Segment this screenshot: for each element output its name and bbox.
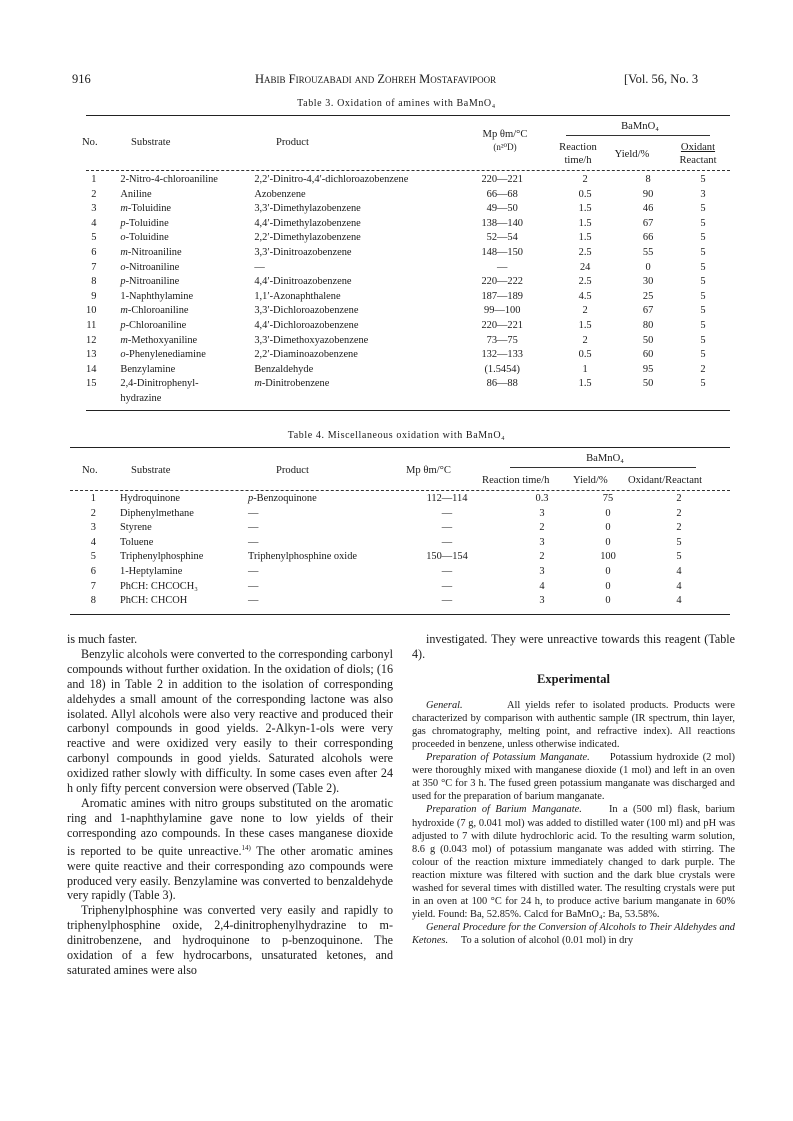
- table3-cell-ratio: [676, 392, 730, 407]
- table3-cell-yield: 46: [642, 203, 654, 215]
- table3-cell-no: [86, 392, 112, 407]
- table3-cell-substrate: m-Toluidine: [120, 203, 172, 215]
- table4-cell-yield: 100: [600, 551, 616, 563]
- table4-cell-ratio: 2: [676, 507, 682, 519]
- table3-cell-time: 2: [582, 334, 588, 346]
- table3-cell-ratio: 5: [700, 276, 706, 288]
- table4-cell-ratio: 2: [676, 493, 682, 504]
- table3-row: [86, 304, 730, 319]
- table4-cell-no: 5: [90, 551, 96, 563]
- table4-header-product: Product: [276, 465, 309, 476]
- table4-cell-mp: —: [441, 595, 453, 607]
- table4-cell-time: 2: [539, 551, 545, 563]
- table3-header-bamno4: BaMnO₄: [621, 121, 659, 132]
- table4-cell-substrate: Diphenylmethane: [120, 507, 194, 519]
- table3-cell-no: 9: [91, 290, 97, 302]
- table4-header-substrate: Substrate: [131, 465, 171, 476]
- table3-header-mp: Mp θm/°C: [482, 129, 528, 140]
- table3-cell-substrate: p-Toluidine: [120, 217, 169, 229]
- table4-cell-yield: 0: [605, 595, 611, 607]
- table4-cell-yield: 75: [602, 493, 614, 504]
- table3-cell-ratio: 5: [700, 319, 706, 331]
- table3-caption: Table 3. Oxidation of amines with BaMnO₄: [297, 98, 496, 109]
- table3-cell-mp: 99—100: [484, 305, 521, 317]
- table4-header-ratio: Oxidant/Reactant: [628, 475, 703, 486]
- table3-cell-mp: —: [497, 261, 508, 273]
- table4: [70, 492, 730, 609]
- table3-cell-mp: 132—133: [481, 349, 523, 361]
- table3-cell-yield: 30: [642, 276, 654, 288]
- table4-cell-no: 1: [90, 493, 96, 504]
- table3-header-rule: [86, 170, 730, 171]
- table3-cell-time: 0.5: [578, 188, 592, 200]
- table3-cell-no: 6: [91, 246, 97, 258]
- table3-cell-substrate: 2,4-Dinitrophenyl-: [120, 378, 199, 390]
- table4-cell-time: 0.3: [535, 493, 549, 504]
- table3-header-no: No.: [82, 137, 98, 148]
- right-paragraph-1: investigated. They were unreactive towards this reagent (Table 4).: [412, 632, 735, 661]
- table3-cell-mp: 86—88: [486, 378, 518, 390]
- table4-cell-mp: —: [441, 507, 453, 519]
- table3-row: [86, 188, 730, 203]
- table3-cell-time: 24: [579, 261, 591, 273]
- table4-cell-substrate: Styrene: [120, 522, 152, 534]
- table4-cell-substrate: PhCH: CHCOCH₃: [120, 580, 198, 592]
- table4-cell-ratio: 4: [676, 580, 682, 592]
- table3-cell-time: 0.5: [578, 349, 592, 361]
- table3-cell-product: 4,4′-Dichloroazobenzene: [254, 319, 359, 331]
- table4-cell-substrate: PhCH: CHCOH: [120, 595, 188, 607]
- table4-header-mp: Mp θm/°C: [406, 465, 451, 476]
- barium-manganate-paragraph: Preparation of Barium Manganate. In a (500 ml) flask, barium hydroxide (7 g, 0.041 mol) was added to distilled water (100 ml) and pH was adjusted to 7 with dilute hydrochloric acid. To the resulting warm solution, 8.6 g (0.043 mol) of potassium manganate was added with stirring. The colour of the reaction mixture immediately changed to dark purple. The reaction mixture was filtered with suction and the dark blue crystals were washed for several times with distilled water. The resulting crystals were put in an oven at 100 °C for 24 h, to produce active barium manganate in 60% yield. Found: Ba, 52.85%. Calcd for BaMnO₄: Ba, 53.58%.: [412, 804, 735, 921]
- table3-cell-no: 8: [91, 276, 97, 288]
- table3-cell-substrate: o-Phenylenediamine: [120, 349, 206, 361]
- table3-cell-substrate: p-Chloroaniline: [120, 319, 187, 331]
- table4-cell-time: 4: [539, 580, 545, 592]
- table3-cell-no: 3: [91, 203, 97, 215]
- table3-cell-substrate: hydrazine: [120, 392, 162, 404]
- left-paragraph-1: is much faster.: [67, 632, 138, 646]
- table3-cell-yield: 50: [642, 378, 654, 390]
- table4-cell-mp: —: [441, 522, 453, 534]
- table3-cell-ratio: 2: [700, 363, 706, 375]
- table3-cell-no: 4: [91, 217, 97, 229]
- table4-cell-product: —: [248, 536, 259, 548]
- table3-cell-substrate: 1-Naphthylamine: [120, 290, 194, 302]
- table3-cell-mp: 187—189: [481, 290, 523, 302]
- table3-cell-product: 3,3′-Dimethylazobenzene: [254, 203, 361, 215]
- table3-cell-yield: 80: [642, 319, 654, 331]
- table3-cell-substrate: m-Nitroaniline: [120, 246, 182, 258]
- table3-cell-product: 2,2′-Dimethylazobenzene: [254, 232, 361, 244]
- table3-cell-yield: 50: [642, 334, 654, 346]
- table3-cell-product: 2,2′-Dinitro-4,4′-dichloroazobenzene: [254, 174, 409, 185]
- table4-cell-no: 6: [90, 565, 96, 577]
- table3-cell-product: Benzaldehyde: [254, 363, 314, 375]
- table3-cell-product: —: [254, 261, 265, 273]
- table3-cell-mp: 73—75: [486, 334, 518, 346]
- left-paragraph-2: Benzylic alcohols were converted to the corresponding carbonyl compounds without further oxidation. In the oxidation of diols; (16 and 18) in Table 2 in addition to the isolation of corresponding aldehydes a small amount of the corresponding lactone was also isolated. Allyl alcohols were also very reactive and produced their carbonyl compounds in good yields. 2-Alkyn-1-ols were very reactive and were oxidized very easily to their corresponding carbonyl compounds in good yields. Saturated alcohols were oxidized rather slowly with difficulty. In some cases even after 24 h only fifty percent conversion were observed (Table 2).: [67, 646, 393, 796]
- table3-cell-no: 7: [91, 261, 97, 273]
- table3-header-substrate: Substrate: [131, 137, 171, 148]
- table4-cell-mp: —: [441, 565, 453, 577]
- table3-cell-yield: 95: [642, 363, 654, 375]
- table4-cell-time: 3: [539, 536, 545, 548]
- table4-cell-product: p-Benzoquinone: [248, 493, 317, 504]
- table3-cell-substrate: 2-Nitro-4-chloroaniline: [120, 174, 218, 185]
- table4-cell-product: Triphenylphosphine oxide: [248, 551, 358, 563]
- table3-cell-no: 12: [86, 334, 97, 346]
- table3-header-reactant: Reactant: [679, 155, 717, 166]
- table4-caption: Table 4. Miscellaneous oxidation with BaMnO₄: [287, 430, 506, 441]
- table4-cell-yield: 0: [605, 536, 611, 548]
- table4-header-reaction-time: Reaction time/h: [482, 475, 550, 486]
- table3-header-reaction-time: Reaction: [559, 142, 597, 153]
- running-head-volume: [Vol. 56, No. 3: [624, 72, 699, 86]
- table3-cell-product: [254, 392, 454, 407]
- table3-cell-yield: 67: [642, 217, 654, 229]
- table3-row: [86, 392, 730, 407]
- table3-cell-ratio: 5: [700, 246, 706, 258]
- table3-cell-time: 2: [582, 174, 588, 185]
- table3-cell-ratio: 3: [700, 188, 706, 200]
- table3-header-yield: Yield/%: [614, 149, 650, 160]
- page-number: 916: [72, 72, 91, 86]
- general-procedure-paragraph: General Procedure for the Conversion of Alcohols to Their Aldehydes and Ketones. To a solution of alcohol (0.01 mol) in dry: [412, 922, 735, 947]
- table3-cell-mp: 148—150: [481, 246, 523, 258]
- table4-cell-mp: —: [441, 536, 453, 548]
- table3-row: [86, 173, 730, 188]
- table3-cell-ratio: 5: [700, 174, 706, 185]
- table4-cell-time: 3: [539, 595, 545, 607]
- table3-cell-ratio: 5: [700, 334, 706, 346]
- table3-cell-substrate: Benzylamine: [120, 363, 176, 375]
- table3-cell-substrate: p-Nitroaniline: [120, 276, 180, 288]
- table4-cell-no: 3: [90, 522, 96, 534]
- table4-cell-yield: 0: [605, 522, 611, 534]
- table3-cell-ratio: 5: [700, 378, 706, 390]
- table3-cell-mp: (1.5454): [484, 363, 520, 375]
- table3-cell-ratio: 5: [700, 203, 706, 215]
- table3-cell-no: 2: [91, 188, 97, 200]
- table4-group-rule: [510, 467, 696, 468]
- table4-cell-no: 7: [90, 580, 96, 592]
- table3-cell-time: 1.5: [578, 319, 592, 331]
- table3-cell-ratio: 5: [700, 305, 706, 317]
- table4-cell-product: —: [248, 522, 259, 534]
- table4-cell-substrate: Toluene: [120, 536, 154, 548]
- table3-cell-substrate: m-Chloroaniline: [120, 305, 189, 317]
- table3-cell-yield: 90: [642, 188, 654, 200]
- table3-cell-no: 10: [86, 305, 97, 317]
- table3-cell-substrate: m-Methoxyaniline: [120, 334, 198, 346]
- table4-header-no: No.: [82, 465, 98, 476]
- table3-cell-time: 4.5: [578, 290, 592, 302]
- table3-row: [86, 319, 730, 334]
- table3-cell-no: 5: [91, 232, 97, 244]
- table3-cell-yield: 8: [645, 174, 651, 185]
- table4-header-yield: Yield/%: [573, 475, 608, 486]
- table3-cell-product: 2,2′-Diaminoazobenzene: [254, 349, 358, 361]
- table4-row: [70, 521, 730, 536]
- table3-cell-yield: 66: [642, 232, 654, 244]
- table3-cell-product: 4,4′-Dinitroazobenzene: [254, 276, 352, 288]
- table4-cell-product: —: [248, 565, 259, 577]
- table3-cell-mp: 66—68: [486, 188, 518, 200]
- table3-top-rule: [86, 115, 730, 116]
- table4-cell-mp: 112—114: [426, 493, 468, 504]
- table3: [86, 173, 730, 407]
- table3-cell-no: 11: [86, 319, 97, 331]
- table4-row: [70, 565, 730, 580]
- table3-cell-ratio: 5: [700, 232, 706, 244]
- table4-row: [70, 550, 730, 565]
- table4-cell-ratio: 5: [676, 536, 682, 548]
- table4-header-bamno4: BaMnO₄: [586, 453, 624, 464]
- table3-row: [86, 231, 730, 246]
- table3-group-rule: [566, 135, 710, 136]
- table3-cell-substrate: o-Toluidine: [120, 232, 169, 244]
- left-paragraph-3: Aromatic amines with nitro groups substituted on the aromatic ring and 1-naphthylamine gave none to low yields of their corresponding azo compounds. In these cases manganese dioxide is reported to be quite unreactive.$^{14)}$ The other aromatic amines were quite reactive and their corresponding azo compounds were produced very easily. Benzylamine was converted to benzaldehyde very rapidly (Table 3).: [67, 795, 393, 903]
- table3-cell-no: 14: [86, 363, 97, 375]
- table3-cell-product: 4,4′-Dimethylazobenzene: [254, 217, 361, 229]
- table4-cell-substrate: Hydroquinone: [120, 493, 181, 504]
- table3-cell-ratio: 5: [700, 349, 706, 361]
- table4-row: [70, 594, 730, 609]
- table3-cell-mp: [454, 392, 550, 407]
- table3-cell-yield: [620, 392, 676, 407]
- table3-cell-no: 13: [86, 349, 97, 361]
- table3-cell-mp: 220—221: [481, 319, 523, 331]
- table3-cell-time: 1.5: [578, 232, 592, 244]
- table4-cell-mp: —: [441, 580, 453, 592]
- table4-cell-substrate: 1-Heptylamine: [120, 565, 183, 577]
- table3-cell-mp: 49—50: [486, 203, 518, 215]
- table3-header-reaction-time-unit: time/h: [564, 155, 592, 166]
- table3-cell-time: 1.5: [578, 217, 592, 229]
- table4-cell-time: 3: [539, 565, 545, 577]
- running-head-authors: Habib Firouzabadi and Zohreh Mostafavipoor: [255, 72, 497, 86]
- table4-cell-yield: 0: [605, 565, 611, 577]
- table3-row: [86, 290, 730, 305]
- table3-cell-product: 3,3′-Dichloroazobenzene: [254, 305, 359, 317]
- table3-cell-substrate: Aniline: [120, 188, 152, 200]
- table3-header-mp-nd: (n²⁰D): [493, 142, 517, 152]
- table3-cell-time: 2: [582, 305, 588, 317]
- table4-cell-yield: 0: [605, 507, 611, 519]
- table4-cell-no: 8: [90, 595, 96, 607]
- table4-cell-time: 3: [539, 507, 545, 519]
- left-paragraph-4: Triphenylphosphine was converted very easily and rapidly to triphenylphosphine oxide, 2,4-dinitrophenylhydrazine to m-dinitrobenzene, and hydroquinone to p-benzoquinone. The oxidation of a few hydrocarbons, unsaturated ketones, and saturated amines were also: [67, 903, 393, 977]
- table3-row: [86, 217, 730, 232]
- table4-top-rule: [70, 447, 730, 448]
- table3-cell-yield: 60: [642, 349, 654, 361]
- table3-cell-time: 2.5: [578, 246, 592, 258]
- table4-row: [70, 536, 730, 551]
- table3-cell-yield: 55: [642, 246, 654, 258]
- table4-cell-substrate: Triphenylphosphine: [120, 551, 204, 563]
- table3-cell-no: 15: [86, 378, 97, 390]
- table4-cell-time: 2: [539, 522, 545, 534]
- table3-cell-mp: 52—54: [486, 232, 518, 244]
- table3-cell-mp: 138—140: [481, 217, 523, 229]
- table4-cell-yield: 0: [605, 580, 611, 592]
- table3-row: [86, 348, 730, 363]
- table4-cell-no: 4: [90, 536, 96, 548]
- table3-cell-mp: 220—222: [481, 276, 523, 288]
- table3-row: [86, 246, 730, 261]
- table3-row: [86, 261, 730, 276]
- table4-bottom-rule: [70, 614, 730, 615]
- table3-header-product: Product: [276, 137, 309, 148]
- table4-row: [70, 492, 730, 507]
- table3-cell-time: 2.5: [578, 276, 592, 288]
- table3-bottom-rule: [86, 410, 730, 411]
- table4-cell-product: —: [248, 580, 259, 592]
- table4-cell-ratio: 4: [676, 565, 682, 577]
- table3-cell-mp: 220—221: [481, 174, 523, 185]
- table4-cell-no: 2: [90, 507, 96, 519]
- table3-cell-yield: 0: [645, 261, 651, 273]
- table3-cell-ratio: 5: [700, 290, 706, 302]
- table3-cell-product: 3,3′-Dinitroazobenzene: [254, 246, 352, 258]
- table3-cell-time: 1.5: [578, 203, 592, 215]
- potassium-manganate-paragraph: Preparation of Potassium Manganate. Potassium hydroxide (2 mol) were thoroughly mixed with manganese dioxide (1 mol) and left in an oven at 350 °C for 3 h. The fused green potassium manganate was discharged and used for the preparation of barium manganate.: [412, 752, 735, 803]
- table3-cell-ratio: 5: [700, 261, 706, 273]
- table4-cell-mp: 150—154: [426, 551, 468, 563]
- table3-cell-yield: 67: [642, 305, 654, 317]
- table3-header-oxidant: Oxidant: [680, 142, 716, 153]
- table3-cell-product: Azobenzene: [254, 188, 306, 200]
- section-title-experimental: Experimental: [537, 671, 610, 686]
- table4-row: [70, 580, 730, 595]
- table3-cell-time: [550, 392, 620, 407]
- table3-row: [86, 275, 730, 290]
- table4-cell-product: —: [248, 507, 259, 519]
- table3-cell-no: 1: [91, 174, 97, 185]
- table4-header-rule: [70, 490, 730, 491]
- table3-cell-product: 3,3′-Dimethoxyazobenzene: [254, 334, 369, 346]
- table4-row: [70, 507, 730, 522]
- table3-cell-time: 1.5: [578, 378, 592, 390]
- table3-row: [86, 363, 730, 378]
- table3-cell-product: m-Dinitrobenzene: [254, 378, 330, 390]
- table3-cell-product: 1,1′-Azonaphthalene: [254, 290, 341, 302]
- table3-row: [86, 377, 730, 392]
- table3-cell-ratio: 5: [700, 217, 706, 229]
- right-column: [412, 632, 735, 948]
- table3-row: [86, 202, 730, 217]
- table4-cell-ratio: 2: [676, 522, 682, 534]
- table4-cell-product: —: [248, 595, 259, 607]
- table4-cell-ratio: 5: [676, 551, 682, 563]
- left-column: [67, 632, 393, 978]
- table3-cell-time: 1: [582, 363, 588, 375]
- table3-cell-substrate: o-Nitroaniline: [120, 261, 180, 273]
- table4-cell-ratio: 4: [676, 595, 682, 607]
- table3-cell-yield: 25: [642, 290, 654, 302]
- general-paragraph: General. All yields refer to isolated products. Products were characterized by comparison with authentic sample (IR spectrum, thin layer, gas chromatography, melting point, and refractive index). All reactions proceeded in benzene, unless otherwise indicated.: [412, 699, 735, 750]
- table3-row: [86, 334, 730, 349]
